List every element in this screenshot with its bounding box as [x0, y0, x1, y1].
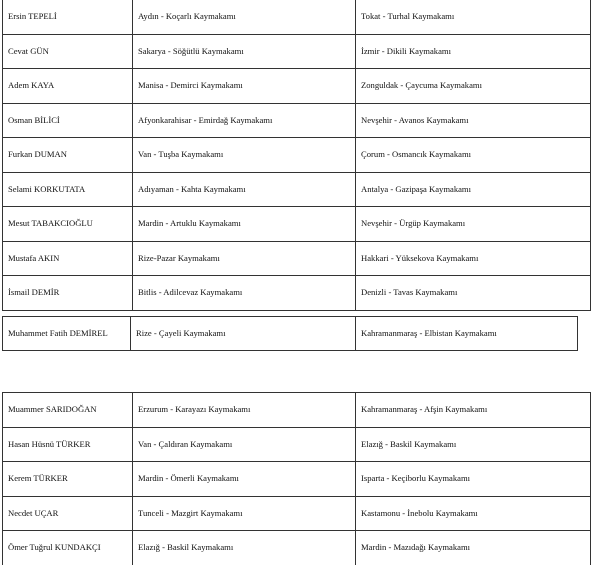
name-cell: Muammer SARIDOĞAN: [3, 393, 133, 428]
table-row: [3, 69, 591, 104]
former-post-cell: Bitlis - Adilcevaz Kaymakamı: [133, 276, 356, 311]
name-cell: Mustafa AKIN: [3, 241, 133, 276]
table-row: [3, 393, 591, 428]
former-post-cell: Rize - Çayeli Kaymakamı: [131, 317, 356, 351]
new-post-cell: Hakkari - Yüksekova Kaymakamı: [356, 241, 591, 276]
former-post-cell: Rize-Pazar Kaymakamı: [133, 241, 356, 276]
table-row: [3, 462, 591, 497]
name-cell: Furkan DUMAN: [3, 138, 133, 173]
new-post-cell: Kahramanmaraş - Elbistan Kaymakamı: [356, 317, 578, 351]
table-row: [3, 0, 591, 34]
name-cell: Kerem TÜRKER: [3, 462, 133, 497]
name-cell: Ömer Tuğrul KUNDAKÇI: [3, 531, 133, 565]
table-row: [3, 276, 591, 311]
name-cell: İsmail DEMİR: [3, 276, 133, 311]
new-post-cell: Mardin - Mazıdağı Kaymakamı: [356, 531, 591, 565]
name-cell: Osman BİLİCİ: [3, 103, 133, 138]
table-row: [3, 34, 591, 69]
table-row: [3, 207, 591, 242]
name-cell: Cevat GÜN: [3, 34, 133, 69]
name-cell: Muhammet Fatih DEMİREL: [3, 317, 131, 351]
new-post-cell: Elazığ - Baskil Kaymakamı: [356, 427, 591, 462]
name-cell: Mesut TABAKCIOĞLU: [3, 207, 133, 242]
new-post-cell: İzmir - Dikili Kaymakamı: [356, 34, 591, 69]
table-row: [3, 317, 578, 351]
former-post-cell: Van - Çaldıran Kaymakamı: [133, 427, 356, 462]
former-post-cell: Aydın - Koçarlı Kaymakamı: [133, 0, 356, 34]
new-post-cell: Kastamonu - İnebolu Kaymakamı: [356, 496, 591, 531]
appointments-table-top: [2, 0, 591, 311]
table-row: [3, 427, 591, 462]
new-post-cell: Zonguldak - Çaycuma Kaymakamı: [356, 69, 591, 104]
name-cell: Adem KAYA: [3, 69, 133, 104]
former-post-cell: Mardin - Artuklu Kaymakamı: [133, 207, 356, 242]
former-post-cell: Adıyaman - Kahta Kaymakamı: [133, 172, 356, 207]
name-cell: Ersin TEPELİ: [3, 0, 133, 34]
new-post-cell: Çorum - Osmancık Kaymakamı: [356, 138, 591, 173]
former-post-cell: Elazığ - Baskil Kaymakamı: [133, 531, 356, 565]
name-cell: Selami KORKUTATA: [3, 172, 133, 207]
former-post-cell: Mardin - Ömerli Kaymakamı: [133, 462, 356, 497]
table-row: [3, 103, 591, 138]
former-post-cell: Manisa - Demirci Kaymakamı: [133, 69, 356, 104]
new-post-cell: Isparta - Keçiborlu Kaymakamı: [356, 462, 591, 497]
table-row: [3, 241, 591, 276]
new-post-cell: Antalya - Gazipaşa Kaymakamı: [356, 172, 591, 207]
former-post-cell: Erzurum - Karayazı Kaymakamı: [133, 393, 356, 428]
new-post-cell: Nevşehir - Ürgüp Kaymakamı: [356, 207, 591, 242]
table-row: [3, 172, 591, 207]
table-row: [3, 531, 591, 565]
name-cell: Hasan Hüsnü TÜRKER: [3, 427, 133, 462]
new-post-cell: Tokat - Turhal Kaymakamı: [356, 0, 591, 34]
former-post-cell: Sakarya - Söğütlü Kaymakamı: [133, 34, 356, 69]
new-post-cell: Denizli - Tavas Kaymakamı: [356, 276, 591, 311]
former-post-cell: Tunceli - Mazgirt Kaymakamı: [133, 496, 356, 531]
table-row: [3, 496, 591, 531]
former-post-cell: Van - Tuşba Kaymakamı: [133, 138, 356, 173]
appointments-table-bottom: [2, 392, 591, 565]
new-post-cell: Nevşehir - Avanos Kaymakamı: [356, 103, 591, 138]
name-cell: Necdet UÇAR: [3, 496, 133, 531]
appointments-table-middle: [2, 316, 578, 351]
former-post-cell: Afyonkarahisar - Emirdağ Kaymakamı: [133, 103, 356, 138]
table-row: [3, 138, 591, 173]
new-post-cell: Kahramanmaraş - Afşin Kaymakamı: [356, 393, 591, 428]
